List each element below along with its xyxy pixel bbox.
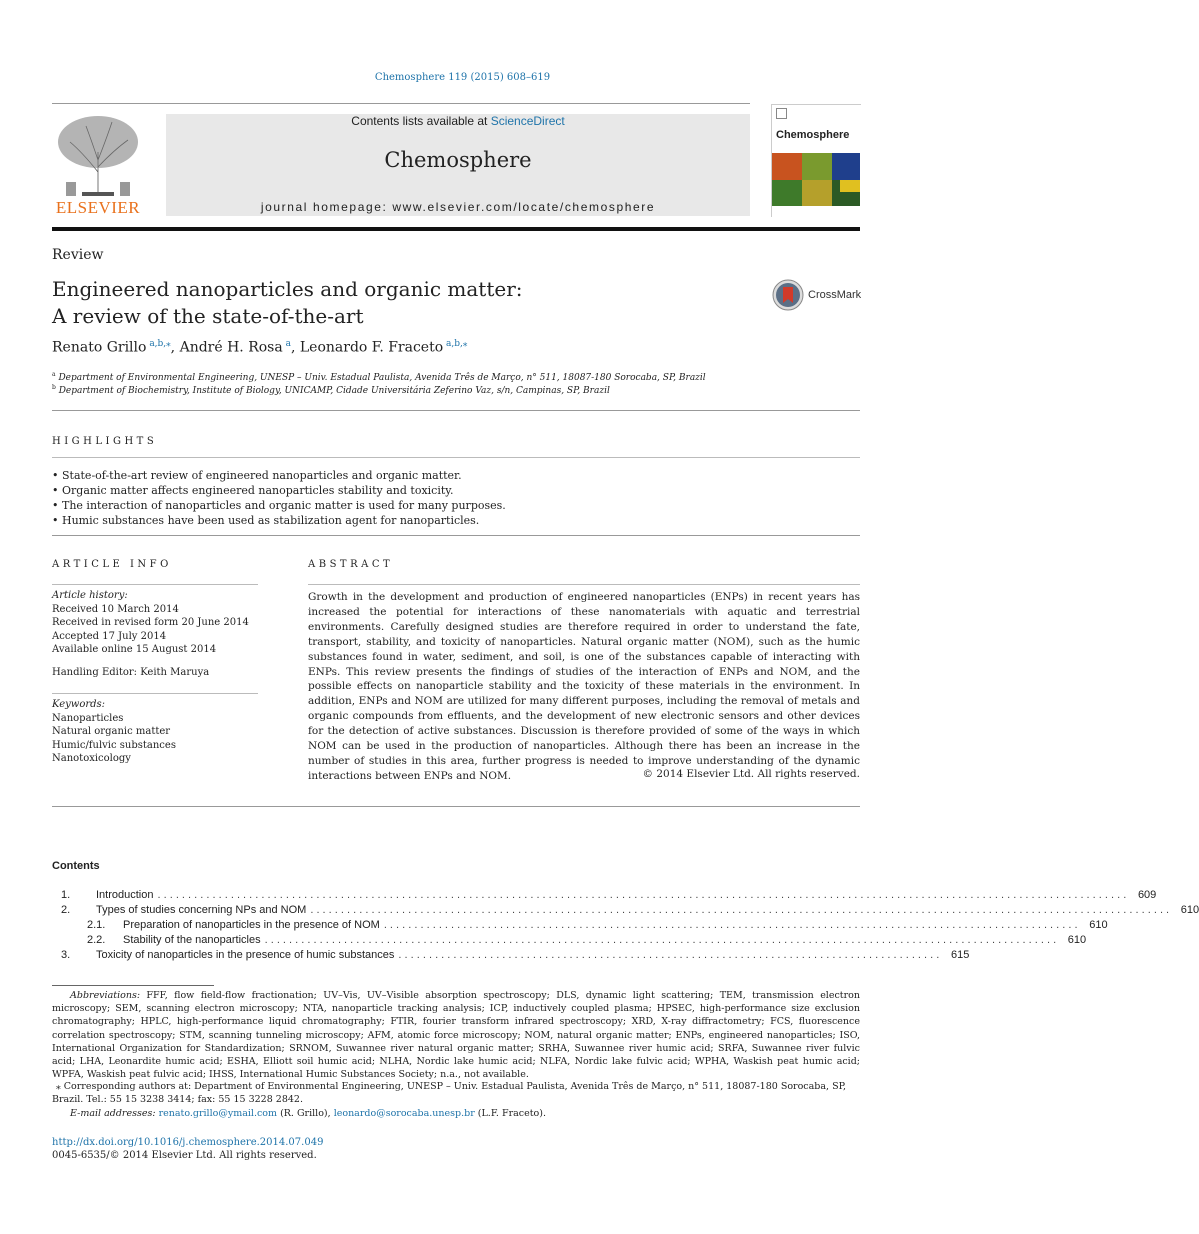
article-title: [52, 276, 523, 330]
author-affil-mark[interactable]: a,b,⁎: [149, 339, 171, 349]
article-type: Review: [52, 247, 104, 263]
keywords: [52, 698, 176, 766]
keyword: Nanotoxicology: [52, 753, 131, 764]
divider: [52, 535, 860, 536]
email-link[interactable]: leonardo@sorocaba.unesp.br: [333, 1108, 475, 1119]
highlight-item: • Humic substances have been used as stabilization agent for nanoparticles.: [52, 513, 506, 528]
footnote-rule: [52, 985, 214, 986]
affiliation-a: [52, 371, 706, 383]
toc-leader: . . . . . . . . . . . . . . . . . . . . . . . . . . . . . . . . . . . . . . . . . . . . . . . . . . . . . . . . . . . . . . . . . . . . . . . . . . . . . . . . . . . . . . . . . . . . . . . . . . . . . . . . . . . . . . . . . . . . . . . . . . . . . . . . . . . . . . . . . . . . .: [310, 904, 1170, 916]
email-owner: (R. Grillo),: [277, 1108, 334, 1119]
author-affil-mark[interactable]: a: [285, 339, 291, 349]
sciencedirect-link[interactable]: ScienceDirect: [490, 114, 565, 128]
toc-row[interactable]: [52, 889, 1157, 904]
toc-leader: . . . . . . . . . . . . . . . . . . . . . . . . . . . . . . . . . . . . . . . . . . . . . . . . . . . . . . . . . . . . . . . . . . . . . . . . . . . . . . . . . . . . . . . . .: [398, 949, 940, 961]
doi-link[interactable]: http://dx.doi.org/10.1016/j.chemosphere.2014.07.049: [52, 1137, 324, 1148]
toc-row[interactable]: [52, 904, 1199, 919]
toc-label[interactable]: Toxicity of nanoparticles in the presence of humic substances: [96, 949, 395, 961]
divider: [52, 693, 258, 694]
divider: [52, 457, 860, 458]
toc-number: 2.2.: [87, 934, 106, 946]
abbreviations-footnote: [52, 989, 860, 1081]
author-name[interactable]: Leonardo F. Fraceto: [299, 339, 444, 356]
divider: [308, 584, 860, 585]
author-name[interactable]: André H. Rosa: [179, 339, 283, 356]
affil-text: Department of Biochemistry, Institute of Biology, UNICAMP, Cidade Universitária Zeferino Vaz, s/n, Campinas, SP, Brazil: [58, 386, 610, 396]
revised-date: Received in revised form 20 June 2014: [52, 617, 249, 628]
toc-page: 610: [1180, 904, 1199, 916]
journal-name: Chemosphere: [384, 148, 532, 172]
toc-label[interactable]: Types of studies concerning NPs and NOM: [96, 904, 307, 916]
email-footnote: [70, 1108, 546, 1119]
handling-editor: Handling Editor: Keith Maruya: [52, 667, 210, 678]
affil-text: Department of Environmental Engineering, UNESP – Univ. Estadual Paulista, Avenida Três de Março, n° 511, 18087-180 Sorocaba, SP, Brazil: [58, 373, 706, 383]
email-link[interactable]: renato.grillo@ymail.com: [158, 1108, 278, 1119]
cover-mini-icon: [776, 108, 787, 119]
masthead-rule: [52, 103, 750, 104]
email-label: E-mail addresses:: [70, 1108, 156, 1119]
toc-label[interactable]: Preparation of nanoparticles in the presence of NOM: [123, 919, 380, 931]
highlights-list: [52, 468, 506, 528]
keyword: Natural organic matter: [52, 726, 171, 737]
author-affil-mark[interactable]: a,b,⁎: [446, 339, 468, 349]
contents-prefix: Contents lists available at: [351, 114, 491, 128]
abbrev-text: FFF, flow field-flow fractionation; UV–Vis, UV–Visible absorption spectroscopy; DLS, dynamic light scattering; TEM, transmission electron microscopy; SEM, scanning electron microscopy; NTA, nanoparticle tracking analysis; ICP, inductively coupled plasma; HPSEC, high-performance size exclusion chromatography; HPLC, high-performance liquid chromatography; FTIR, fourier transform infrared spectroscopy; XRD, X-ray diffractometry; FCS, fluorescence correlation spectroscopy; STM, scanning tunneling microscopy; AFM, atomic force microscopy; NOM, natural organic matter; ENPs, engineered nanoparticles; ISO, International Organization for Standardization; SRNOM, Suwannee river natural organic matter; SRHA, Suwannee river humic acid; SRFA, Suwannee river fulvic acid; LHA, Leonardite humic acid; ESHA, Elliott soil humic acid; NLHA, Nordic lake humic acid; NLFA, Nordic lake fulvic acid; WPHA, Waskish peat humic acid; WPFA, Waskish peat fulvic acid; IHSS, International Humic Substances Society; n.a., not available.: [52, 990, 860, 1081]
corresponding-footnote: ⁎ Corresponding authors at: Department of Environmental Engineering, UNESP – Univ. Estadual Paulista, Avenida Três de Março, n° 511, 18087-180 Sorocaba, SP, Brazil. Tel.: 55 15 3238 3414; fax: 55 15 3228 2842.: [52, 1081, 847, 1106]
header-thick-rule: [52, 227, 860, 231]
toc-leader: . . . . . . . . . . . . . . . . . . . . . . . . . . . . . . . . . . . . . . . . . . . . . . . . . . . . . . . . . . . . . . . . . . . . . . . . . . . . . . . . . . . . . . . . . . . . . . . . . . . . . . . . . . . . . . . . . .: [383, 919, 1078, 931]
abstract-heading: ABSTRACT: [308, 559, 394, 570]
divider: [52, 584, 258, 585]
received-date: Received 10 March 2014: [52, 603, 179, 615]
toc-label[interactable]: Stability of the nanoparticles: [123, 934, 261, 946]
toc-number: 3.: [61, 949, 71, 961]
toc-row[interactable]: [52, 919, 1108, 934]
contents-available: [166, 114, 750, 128]
contents-heading: Contents: [52, 860, 100, 872]
toc-row[interactable]: [52, 949, 970, 964]
toc-page: 610: [1067, 934, 1087, 946]
keyword: Nanoparticles: [52, 712, 124, 724]
toc-number: 2.: [61, 904, 71, 916]
affiliation-b: [52, 384, 610, 396]
crossmark-icon[interactable]: [772, 279, 804, 311]
journal-homepage[interactable]: journal homepage: www.elsevier.com/locate/chemosphere: [260, 200, 656, 214]
abstract-copyright: © 2014 Elsevier Ltd. All rights reserved.: [642, 768, 860, 780]
email-owner: (L.F. Fraceto).: [474, 1108, 546, 1119]
toc-page: 610: [1089, 919, 1108, 931]
toc-number: 1.: [61, 889, 71, 901]
cover-title: Chemosphere: [776, 129, 850, 141]
affil-mark: b: [52, 384, 56, 391]
toc-label[interactable]: Introduction: [96, 889, 154, 901]
toc-number: 2.1.: [87, 919, 106, 931]
elsevier-wordmark: ELSEVIER: [55, 198, 141, 217]
journal-citation[interactable]: Chemosphere 119 (2015) 608–619: [374, 72, 551, 83]
divider: [52, 410, 860, 411]
keywords-label: Keywords:: [52, 699, 106, 710]
author-list: Renato Grillo $^{a,b,⁎}$, André H. Rosa $^a$, Leonardo F. Fraceto $^{a,b,⁎}$: [52, 339, 468, 356]
highlights-heading: HIGHLIGHTS: [52, 436, 158, 447]
abbrev-label: Abbreviations:: [70, 990, 141, 1001]
author-name[interactable]: Renato Grillo: [52, 339, 147, 356]
keyword: Humic/fulvic substances: [52, 739, 176, 751]
title-line-2: A review of the state-of-the-art: [52, 304, 364, 328]
toc-page: 615: [950, 949, 970, 961]
history-label: Article history:: [52, 590, 128, 601]
accepted-date: Accepted 17 July 2014: [52, 630, 167, 642]
toc-leader: . . . . . . . . . . . . . . . . . . . . . . . . . . . . . . . . . . . . . . . . . . . . . . . . . . . . . . . . . . . . . . . . . . . . . . . . . . . . . . . . . . . . . . . . . . . . . . . . . . . . . . . . . . . . . . . . . . . . . . . . . . . . . . . . . . . . . . . . . . . . . . . . . . . . . . . . . . . . . . .: [157, 889, 1127, 901]
abstract-text: Growth in the development and production of engineered nanoparticles (ENPs) in recent years has increased the potential for interactions of these nanomaterials with aquatic and terrestrial environments. Carefully designed studies are therefore required in order to understand the fate, transport, stability, and toxicity of nanoparticles. Natural organic matter (NOM), such as the humic substances found in water, sediment, and soil, is one of the substances capable of interacting with ENPs. This review presents the findings of studies of the interaction of ENPs and NOM, and the possible effects on nanoparticle stability and the toxicity of these materials in the environment. In addition, ENPs and NOM are utilized for many different purposes, including the removal of metals and organic compounds from effluents, and the development of new electronic sensors and other devices for the detection of active substances. Discussion is therefore provided of some of the ways in which NOM can be used in the production of nanoparticles. Although there has been an increase in the number of studies in this area, further progress is needed to improve understanding of the dynamic interactions between ENPs and NOM.: [308, 591, 860, 782]
article-info-heading: ARTICLE INFO: [52, 559, 172, 570]
toc-leader: . . . . . . . . . . . . . . . . . . . . . . . . . . . . . . . . . . . . . . . . . . . . . . . . . . . . . . . . . . . . . . . . . . . . . . . . . . . . . . . . . . . . . . . . . . . . . . . . . . . . . . . . . . . . . . . . . . . . . . . . . . . . . . . . . .: [264, 934, 1057, 946]
online-date: Available online 15 August 2014: [52, 644, 217, 655]
highlight-item: • Organic matter affects engineered nanoparticles stability and toxicity.: [52, 483, 506, 498]
toc-page: 609: [1137, 889, 1157, 901]
article-history: [52, 589, 249, 657]
title-line-1: Engineered nanoparticles and organic matter:: [52, 277, 523, 301]
affil-mark: a: [52, 371, 56, 378]
crossmark-label[interactable]: CrossMark: [808, 289, 862, 301]
cover-leaves-image: [772, 153, 860, 206]
highlight-item: • State-of-the-art review of engineered nanoparticles and organic matter.: [52, 468, 506, 483]
divider: [52, 806, 860, 807]
toc-row[interactable]: [52, 934, 1087, 949]
highlight-item: • The interaction of nanoparticles and organic matter is used for many purposes.: [52, 498, 506, 513]
issn-copyright: 0045-6535/© 2014 Elsevier Ltd. All rights reserved.: [52, 1150, 317, 1161]
